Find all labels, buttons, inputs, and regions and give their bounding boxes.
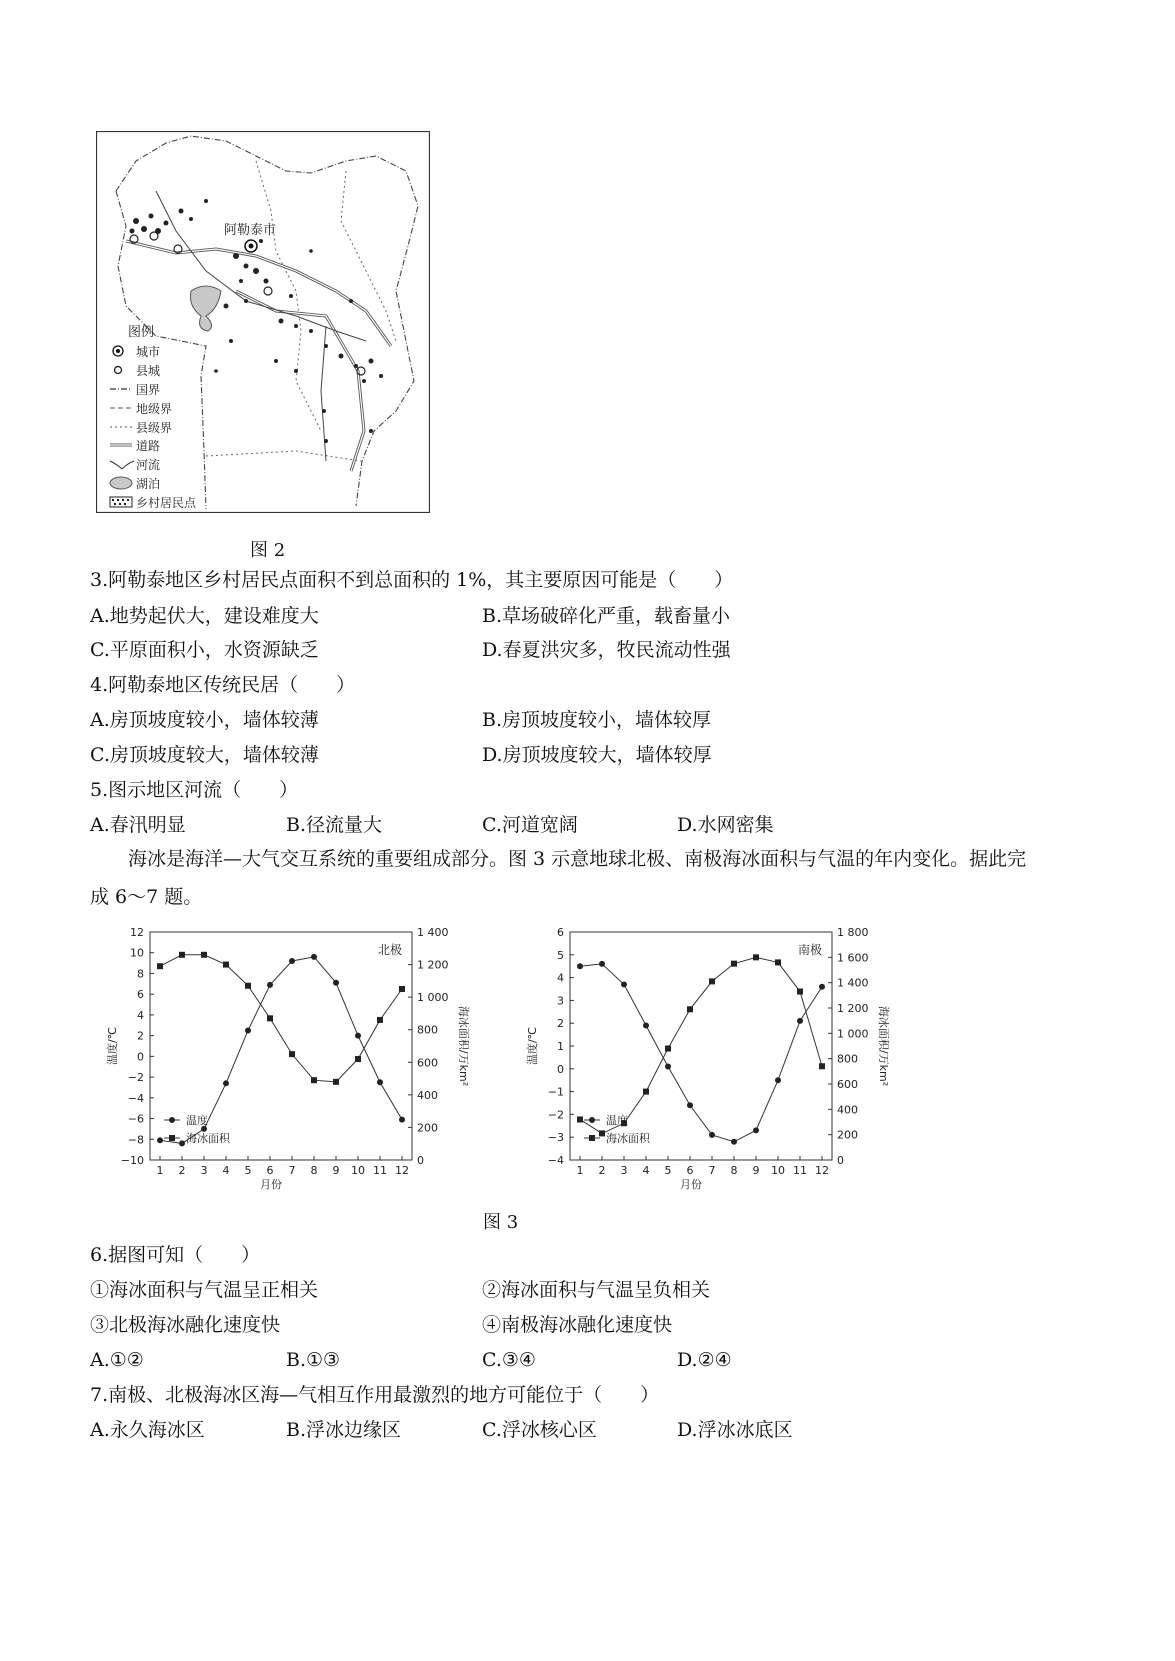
q3-option-d[interactable]: D.春夏洪灾多，牧民流动性强 bbox=[482, 639, 731, 661]
x-tick-label: 8 bbox=[730, 1164, 738, 1177]
y-tick-label: −3 bbox=[547, 1131, 564, 1145]
q6-option-a[interactable]: A.①② bbox=[90, 1349, 144, 1371]
temperature-point bbox=[753, 1127, 759, 1133]
intro-paragraph: 海冰是海洋—大气交互系统的重要组成部分。图 3 示意地球北极、南极海冰面积与气温的年内变化。据此完成 6～7 题。 bbox=[90, 848, 1027, 908]
y-tick-label: 6 bbox=[137, 988, 144, 1002]
x-tick-label: 10 bbox=[771, 1164, 785, 1177]
temperature-point bbox=[399, 1117, 405, 1123]
temperature-point bbox=[665, 1064, 671, 1070]
x-tick-label: 3 bbox=[200, 1164, 208, 1177]
map-figure bbox=[96, 131, 430, 513]
sea-ice-point bbox=[289, 1051, 295, 1057]
q5-option-a[interactable]: A.春汛明显 bbox=[90, 814, 186, 836]
sea-ice-point bbox=[665, 1046, 671, 1052]
x-tick-label: 1 bbox=[576, 1164, 584, 1177]
temperature-point bbox=[643, 1022, 649, 1028]
temperature-point bbox=[621, 981, 627, 987]
y-tick-label: 1 bbox=[557, 1040, 564, 1053]
sea-ice-point bbox=[775, 959, 781, 965]
y-tick-label: 2 bbox=[557, 1017, 564, 1031]
q4-option-a[interactable]: A.房顶坡度较小，墙体较薄 bbox=[90, 709, 319, 731]
y-tick-label: −2 bbox=[127, 1071, 144, 1085]
x-axis-label: 月份 bbox=[680, 1178, 702, 1191]
y2-tick-label: 400 bbox=[837, 1103, 858, 1117]
temperature-point bbox=[289, 958, 295, 964]
legend-temperature: 温度 bbox=[606, 1114, 628, 1127]
city-label: 阿勒泰市 bbox=[224, 223, 277, 238]
y2-tick-label: 1 600 bbox=[837, 951, 869, 965]
x-tick-label: 12 bbox=[815, 1164, 829, 1177]
y-tick-label: 4 bbox=[557, 971, 564, 985]
q3-stem: 3.阿勒泰地区乡村居民点面积不到总面积的 1%，其主要原因可能是（ ） bbox=[90, 569, 734, 591]
legend-marker-temperature bbox=[589, 1117, 595, 1123]
legend-title: 图例 bbox=[128, 325, 155, 340]
sea-ice-point bbox=[599, 1130, 605, 1136]
y-tick-label: 0 bbox=[557, 1062, 564, 1076]
q6-statement-2: ②海冰面积与气温呈负相关 bbox=[482, 1279, 711, 1301]
y-tick-label: −1 bbox=[547, 1085, 564, 1099]
sea-ice-point bbox=[223, 962, 229, 968]
legend-marker-sea-ice bbox=[589, 1135, 595, 1141]
x-tick-label: 11 bbox=[793, 1164, 807, 1177]
sea-ice-point bbox=[179, 952, 185, 958]
x-tick-label: 10 bbox=[351, 1164, 365, 1177]
fig3-caption: 图 3 bbox=[483, 1212, 519, 1233]
sea-ice-point bbox=[377, 1017, 383, 1023]
temperature-point bbox=[333, 980, 339, 986]
y-axis-label: 温度/℃ bbox=[106, 1026, 119, 1066]
temperature-point bbox=[157, 1137, 163, 1143]
legend-settlement: 乡村居民点 bbox=[136, 496, 197, 510]
sea-ice-point bbox=[577, 1116, 583, 1122]
x-tick-label: 9 bbox=[332, 1164, 340, 1177]
q7-stem: 7.南极、北极海冰区海—气相互作用最激烈的地方可能位于（ ） bbox=[90, 1384, 660, 1406]
y-tick-label: −8 bbox=[127, 1133, 144, 1147]
chart-title: 北极 bbox=[377, 943, 402, 957]
q4-option-b[interactable]: B.房顶坡度较小，墙体较厚 bbox=[482, 709, 712, 731]
temperature-point bbox=[311, 954, 317, 960]
q7-option-b[interactable]: B.浮冰边缘区 bbox=[286, 1419, 402, 1441]
x-tick-label: 4 bbox=[642, 1164, 650, 1177]
chart-title: 南极 bbox=[797, 943, 822, 957]
y-axis-label: 温度/℃ bbox=[526, 1026, 539, 1066]
y2-tick-label: 1 400 bbox=[417, 926, 449, 939]
x-tick-label: 3 bbox=[620, 1164, 628, 1177]
temperature-point bbox=[775, 1077, 781, 1083]
sea-ice-point bbox=[201, 952, 207, 958]
temperature-point bbox=[355, 1033, 361, 1039]
legend-river: 河流 bbox=[136, 458, 161, 472]
x-tick-label: 4 bbox=[222, 1164, 230, 1177]
y2-tick-label: 1 800 bbox=[837, 926, 869, 939]
y-tick-label: −4 bbox=[547, 1154, 564, 1167]
sea-ice-point bbox=[157, 963, 163, 969]
legend-county-border: 县级界 bbox=[136, 421, 173, 435]
temperature-point bbox=[687, 1102, 693, 1108]
q5-option-d[interactable]: D.水网密集 bbox=[677, 814, 774, 836]
y-tick-label: 4 bbox=[137, 1008, 144, 1022]
x-axis-label: 月份 bbox=[260, 1178, 282, 1191]
series-line-sea-ice bbox=[580, 957, 822, 1133]
q7-option-a[interactable]: A.永久海冰区 bbox=[90, 1419, 205, 1441]
y2-tick-label: 800 bbox=[417, 1023, 438, 1037]
y-tick-label: 8 bbox=[137, 967, 144, 981]
temperature-point bbox=[223, 1080, 229, 1086]
x-tick-label: 7 bbox=[708, 1164, 716, 1177]
legend-sea-ice: 海冰面积 bbox=[606, 1132, 650, 1145]
temperature-point bbox=[599, 961, 605, 967]
temperature-point bbox=[267, 982, 273, 988]
q3-option-c[interactable]: C.平原面积小，水资源缺乏 bbox=[90, 639, 319, 661]
y-tick-label: −2 bbox=[547, 1108, 564, 1122]
sea-ice-point bbox=[731, 961, 737, 967]
legend-lake: 湖泊 bbox=[136, 477, 161, 491]
y2-tick-label: 600 bbox=[417, 1056, 438, 1070]
y2-tick-label: 1 000 bbox=[837, 1027, 869, 1041]
q5-option-b[interactable]: B.径流量大 bbox=[286, 814, 383, 836]
y2-axis-label: 海冰面积/万km² bbox=[877, 1005, 890, 1087]
y2-tick-label: 1 200 bbox=[837, 1002, 869, 1015]
y-tick-label: 2 bbox=[137, 1029, 144, 1043]
chart-arctic bbox=[95, 918, 470, 1200]
sea-ice-point bbox=[709, 978, 715, 984]
y-tick-label: 12 bbox=[130, 926, 144, 939]
legend-temperature: 温度 bbox=[186, 1114, 208, 1127]
x-tick-label: 6 bbox=[686, 1164, 694, 1177]
q6-statement-3: ③北极海冰融化速度快 bbox=[90, 1314, 281, 1336]
sea-ice-point bbox=[267, 1015, 273, 1021]
x-tick-label: 6 bbox=[266, 1164, 274, 1177]
temperature-point bbox=[577, 963, 583, 969]
legend-marker-temperature bbox=[169, 1117, 175, 1123]
y2-tick-label: 600 bbox=[837, 1078, 858, 1091]
temperature-point bbox=[731, 1139, 737, 1145]
sea-ice-point bbox=[819, 1063, 825, 1069]
x-tick-label: 1 bbox=[156, 1164, 164, 1177]
q6-option-d[interactable]: D.②④ bbox=[677, 1349, 732, 1371]
y-tick-label: −6 bbox=[127, 1112, 144, 1126]
x-tick-label: 12 bbox=[395, 1164, 409, 1177]
x-tick-label: 11 bbox=[373, 1164, 387, 1177]
y-tick-label: −4 bbox=[127, 1091, 144, 1105]
y2-tick-label: 200 bbox=[837, 1128, 858, 1142]
x-tick-label: 5 bbox=[244, 1164, 252, 1177]
y2-tick-label: 400 bbox=[417, 1088, 438, 1102]
x-tick-label: 7 bbox=[288, 1164, 296, 1177]
q6-statement-1: ①海冰面积与气温呈正相关 bbox=[90, 1279, 319, 1301]
y-tick-label: 5 bbox=[557, 948, 564, 962]
y2-tick-label: 1 200 bbox=[417, 958, 449, 972]
y2-tick-label: 800 bbox=[837, 1052, 858, 1066]
sea-ice-point bbox=[753, 954, 759, 960]
temperature-point bbox=[245, 1027, 251, 1033]
legend-road: 道路 bbox=[136, 439, 161, 453]
q4-option-d[interactable]: D.房顶坡度较大，墙体较厚 bbox=[482, 744, 712, 766]
legend-prefecture-border: 地级界 bbox=[136, 402, 173, 416]
q7-option-c[interactable]: C.浮冰核心区 bbox=[482, 1419, 597, 1441]
q5-option-c[interactable]: C.河道宽阔 bbox=[482, 814, 578, 836]
y-tick-label: −10 bbox=[120, 1154, 144, 1167]
temperature-point bbox=[709, 1132, 715, 1138]
series-line-sea-ice bbox=[160, 955, 402, 1082]
q4-stem: 4.阿勒泰地区传统民居（ ） bbox=[90, 674, 356, 696]
q6-statement-4: ④南极海冰融化速度快 bbox=[482, 1314, 673, 1336]
temperature-point bbox=[179, 1140, 185, 1146]
x-tick-label: 9 bbox=[752, 1164, 760, 1177]
temperature-point bbox=[377, 1079, 383, 1085]
y-tick-label: 3 bbox=[557, 994, 564, 1008]
y2-axis-label: 海冰面积/万km² bbox=[457, 1005, 470, 1087]
sea-ice-point bbox=[399, 986, 405, 992]
q6-option-c[interactable]: C.③④ bbox=[482, 1349, 536, 1371]
y-tick-label: 0 bbox=[137, 1050, 144, 1064]
x-tick-label: 8 bbox=[310, 1164, 318, 1177]
chart-antarctic bbox=[515, 918, 890, 1200]
q7-option-d[interactable]: D.浮冰冰底区 bbox=[677, 1419, 793, 1441]
legend-county: 县城 bbox=[136, 364, 161, 378]
sea-ice-point bbox=[333, 1079, 339, 1085]
y2-tick-label: 1 000 bbox=[417, 991, 449, 1005]
q3-option-b[interactable]: B.草场破碎化严重，载畜量小 bbox=[482, 605, 731, 627]
x-tick-label: 5 bbox=[664, 1164, 672, 1177]
q6-option-b[interactable]: B.①③ bbox=[286, 1349, 341, 1371]
y2-tick-label: 0 bbox=[417, 1154, 424, 1167]
y2-tick-label: 0 bbox=[837, 1154, 844, 1167]
sea-ice-point bbox=[245, 983, 251, 989]
legend-national-border: 国界 bbox=[136, 383, 161, 397]
x-tick-label: 2 bbox=[178, 1164, 186, 1177]
fig2-caption: 图 2 bbox=[250, 540, 286, 561]
y-tick-label: 10 bbox=[130, 946, 144, 960]
sea-ice-point bbox=[355, 1056, 361, 1062]
q5-stem: 5.图示地区河流（ ） bbox=[90, 779, 299, 801]
x-tick-label: 2 bbox=[598, 1164, 606, 1177]
sea-ice-point bbox=[797, 989, 803, 995]
legend-marker-sea-ice bbox=[169, 1135, 175, 1141]
sea-ice-point bbox=[311, 1077, 317, 1083]
q3-option-a[interactable]: A.地势起伏大，建设难度大 bbox=[90, 605, 319, 627]
legend-sea-ice: 海冰面积 bbox=[186, 1132, 230, 1145]
q4-option-c[interactable]: C.房顶坡度较大，墙体较薄 bbox=[90, 744, 319, 766]
q6-stem: 6.据图可知（ ） bbox=[90, 1244, 261, 1266]
legend-city: 城市 bbox=[136, 345, 161, 359]
altay-map bbox=[96, 131, 430, 513]
sea-ice-point bbox=[643, 1089, 649, 1095]
y-tick-label: 6 bbox=[557, 926, 564, 939]
y2-tick-label: 200 bbox=[417, 1121, 438, 1135]
temperature-point bbox=[819, 984, 825, 990]
sea-ice-point bbox=[687, 1006, 693, 1012]
temperature-point bbox=[797, 1018, 803, 1024]
y2-tick-label: 1 400 bbox=[837, 976, 869, 990]
